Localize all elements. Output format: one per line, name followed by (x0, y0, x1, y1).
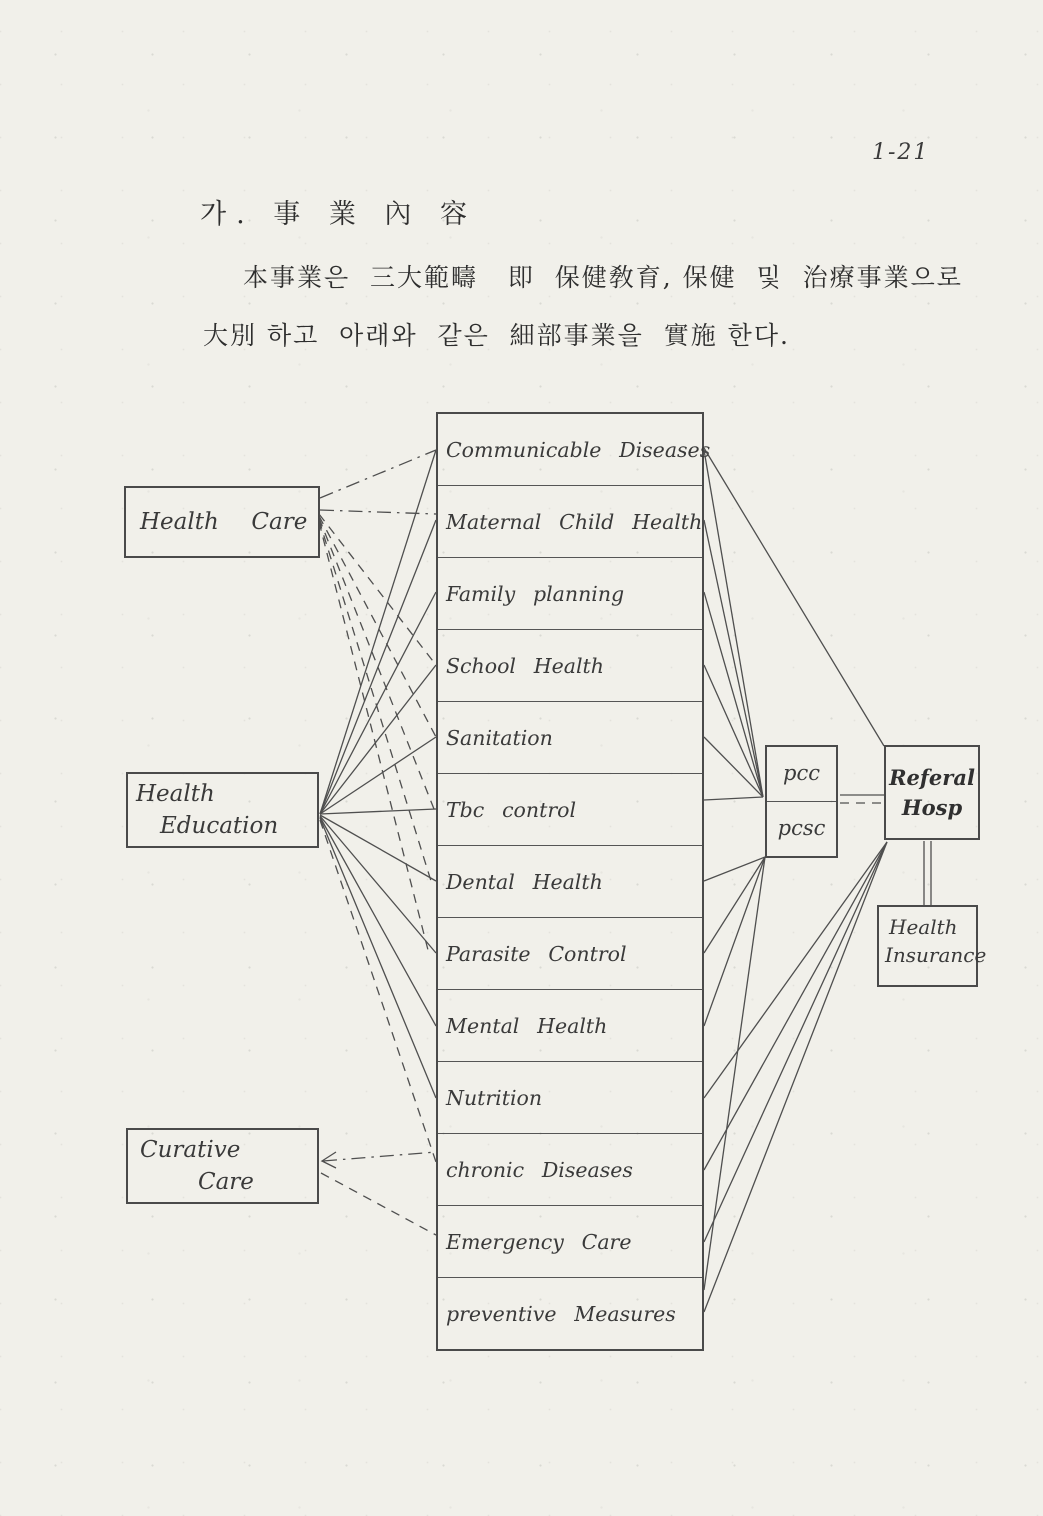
edge-curative-emergency (321, 1173, 436, 1235)
health-insurance-label-line1: Health (889, 915, 958, 939)
health-education-edges (320, 450, 436, 1162)
pcc-label: pcc (783, 761, 820, 786)
edge-sanitation-pcc (704, 737, 763, 797)
edge-healtheducation-family (320, 592, 436, 814)
edge-healthcare-school (319, 514, 436, 665)
edge-healthcare-sanitation (319, 516, 436, 737)
edge-healtheducation-sanitation (320, 737, 436, 814)
referral-edges (704, 448, 887, 1312)
edge-preventive-pcc (704, 857, 765, 1290)
pcsc-cell (767, 802, 836, 856)
section-heading: 가. 事 業 內 容 (200, 199, 477, 230)
service-label: Nutrition (446, 1085, 543, 1110)
service-label: preventive Measures (446, 1301, 676, 1326)
service-row-chronic-diseases (438, 1134, 702, 1206)
service-row-emergency-care (438, 1206, 702, 1278)
edge-healtheducation-dental (320, 815, 436, 881)
edge-healtheducation-school (320, 665, 436, 814)
edge-maternal-pcc (704, 520, 763, 797)
edge-healtheducation-tbc (320, 809, 436, 814)
service-label: Dental Health (446, 869, 603, 894)
edge-chronic-referral (704, 842, 887, 1170)
health-insurance-label-line2: Insurance (885, 943, 987, 967)
edge-healthcare-dental (319, 520, 431, 881)
service-label: Emergency Care (446, 1229, 632, 1254)
edge-chronic-curative (323, 1152, 436, 1161)
edge-parasite-pcc (704, 857, 765, 953)
service-row-parasite-control (438, 918, 702, 990)
edge-healthcare-parasite (319, 522, 428, 950)
health-care-label: Health Care (140, 508, 308, 535)
edge-healtheducation-nutrition (320, 818, 436, 1098)
health-education-label-line2: Education (160, 813, 279, 840)
health-care-edges (319, 450, 436, 950)
service-row-mental-health (438, 990, 702, 1062)
edge-healthcare-communicable (320, 450, 436, 498)
curative-care-box (126, 1128, 319, 1204)
service-row-preventive-measures (438, 1278, 702, 1349)
service-label: Sanitation (446, 725, 553, 750)
health-insurance-box (877, 905, 987, 987)
edge-healtheducation-maternal (320, 520, 436, 814)
edge-family-pcc (704, 592, 763, 797)
curative-care-label-line2: Care (198, 1169, 254, 1196)
edge-healtheducation-parasite (320, 816, 436, 953)
edge-communicable-pcc (704, 450, 763, 797)
edge-communicable-referral (704, 448, 884, 746)
service-row-dental-health (438, 846, 702, 918)
edge-dental-pcc (704, 857, 765, 881)
edge-healtheducation-communicable (320, 450, 436, 814)
service-column (436, 412, 711, 1351)
service-row-communicable-diseases (438, 414, 711, 486)
service-row-maternal-child-health (438, 486, 702, 558)
service-label: School Health (446, 653, 604, 678)
service-row-family-planning (438, 558, 702, 630)
edge-nutrition-referral (704, 842, 887, 1098)
edge-healtheducation-chronic (320, 820, 436, 1162)
service-label: Communicable Diseases (446, 437, 711, 462)
referral-hospital-box (884, 745, 980, 840)
edge-preventive-referral (704, 842, 887, 1312)
service-row-nutrition (438, 1062, 702, 1134)
edge-healthcare-maternal (320, 510, 436, 514)
service-row-tbc-control (438, 774, 702, 846)
service-row-school-health (438, 630, 702, 702)
paragraph-line-2: 大別 하고 아래와 같은 細部事業을 實施 한다. (203, 321, 790, 350)
health-education-label-line1: Health (136, 781, 215, 807)
arrowhead-into-curative-care (322, 1152, 336, 1168)
edge-tbc-pcc (704, 797, 763, 800)
service-label: Tbc control (446, 797, 577, 822)
edge-healthcare-tbc (319, 518, 434, 809)
service-label: Family planning (446, 581, 625, 606)
pcc-cell (767, 747, 836, 802)
page-number: 1-21 (872, 140, 930, 165)
pcc-pcsc-box (765, 745, 838, 858)
service-label: Parasite Control (446, 941, 627, 966)
pcsc-label: pcsc (777, 816, 826, 841)
pcc-edges (704, 450, 765, 1290)
referral-label-line1: Referal (889, 765, 975, 791)
edge-healtheducation-mental (320, 817, 436, 1026)
edge-emergency-referral (704, 842, 887, 1242)
health-education-box (126, 772, 319, 848)
service-label: Mental Health (446, 1013, 608, 1038)
service-label: Maternal Child Health (446, 509, 703, 534)
referral-label-line2: Hosp (901, 794, 963, 820)
edge-school-pcc (704, 665, 763, 797)
paragraph-line-1: 本事業은 三大範疇 即 保健敎育, 保健 및 治療事業으로 (243, 263, 963, 292)
service-row-sanitation (438, 702, 702, 774)
edge-mental-pcc (704, 857, 765, 1026)
curative-care-label-line1: Curative (140, 1137, 241, 1163)
service-label: chronic Diseases (446, 1157, 633, 1182)
health-care-box (124, 486, 320, 558)
curative-care-edges (321, 1152, 436, 1235)
